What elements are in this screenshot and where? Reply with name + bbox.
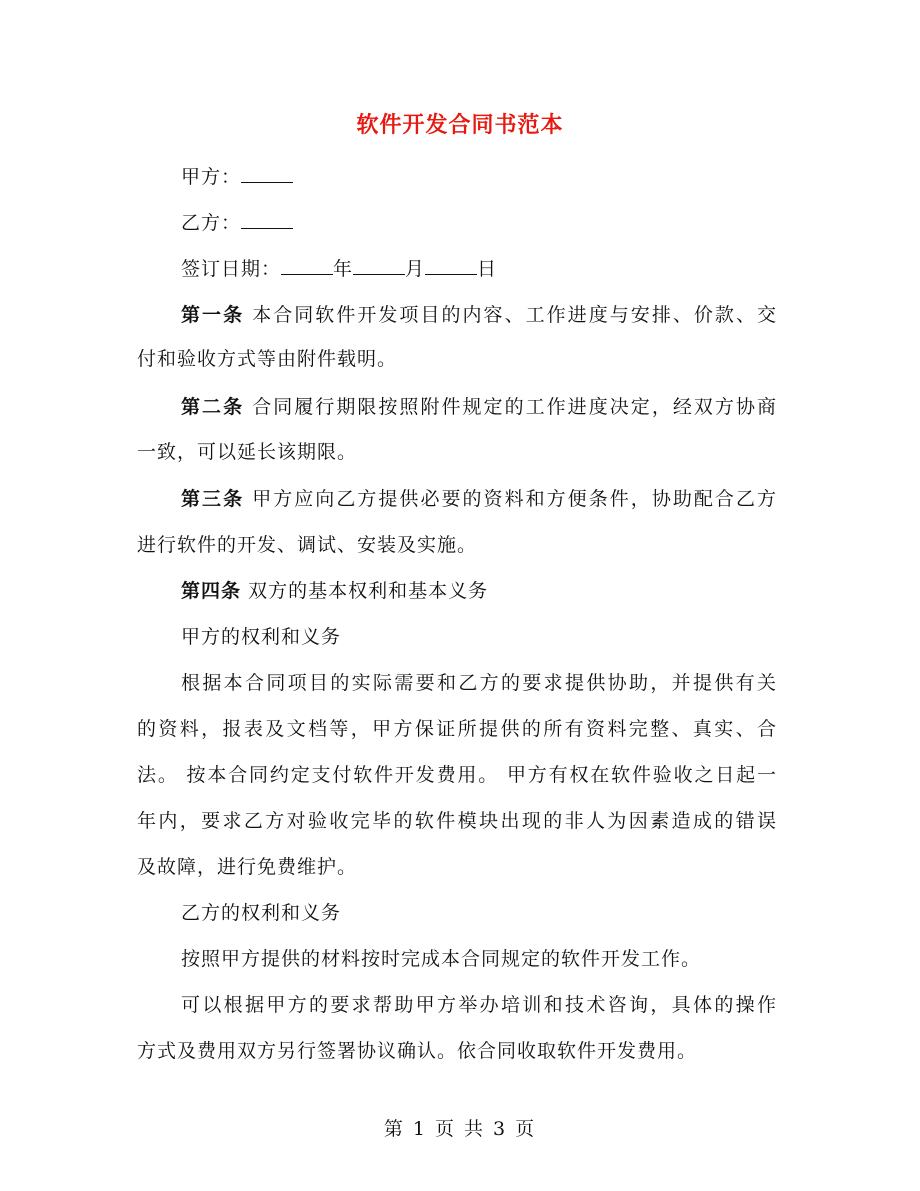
party-a-rights-line-2: 的资料，报表及文档等，甲方保证所提供的所有资料完整、真实、合	[137, 718, 777, 740]
article-1-line-2: 付和验收方式等由附件载明。	[137, 348, 398, 370]
day-label: 日	[477, 258, 498, 280]
party-a-rights-line-5: 及故障，进行免费维护。	[137, 856, 358, 878]
month-blank	[353, 273, 405, 275]
party-b-line	[181, 208, 821, 235]
article-2-line-2: 一致，可以延长该期限。	[137, 441, 358, 463]
party-a-rights-line-3: 法。 按本合同约定支付软件开发费用。 甲方有权在软件验收之日起一	[137, 764, 777, 786]
party-b-label: 乙方：	[181, 212, 242, 234]
document-title: 软件开发合同书范本	[356, 112, 564, 138]
party-a-rights-line-1: 根据本合同项目的实际需要和乙方的要求提供协助，并提供有关	[181, 672, 777, 694]
article-1-heading: 第一条	[181, 304, 245, 326]
party-a-label: 甲方：	[181, 166, 242, 188]
article-3-text-1: 甲方应向乙方提供必要的资料和方便条件，协助配合乙方	[252, 488, 777, 510]
party-b-rights-p2-line-2: 方式及费用双方另行签署协议确认。依合同收取软件开发费用。	[137, 1040, 698, 1062]
year-blank	[281, 273, 333, 275]
article-2-text-1: 合同履行期限按照附件规定的工作进度决定，经双方协商	[252, 396, 777, 418]
party-b-rights-p1: 按照甲方提供的材料按时完成本合同规定的软件开发工作。	[181, 948, 702, 970]
signing-date-line	[181, 254, 821, 281]
article-2-line-1	[181, 392, 777, 419]
party-b-rights-heading: 乙方的权利和义务	[181, 902, 342, 924]
article-3-line-2: 进行软件的开发、调试、安装及实施。	[137, 534, 478, 556]
article-1-line-1	[181, 300, 777, 327]
article-4-text: 双方的基本权利和基本义务	[248, 580, 489, 602]
year-label: 年	[333, 258, 354, 280]
month-label: 月	[405, 258, 426, 280]
article-3-line-1	[181, 484, 777, 511]
article-1-text-1: 本合同软件开发项目的内容、工作进度与安排、价款、交	[252, 304, 777, 326]
party-a-rights-heading: 甲方的权利和义务	[181, 626, 342, 648]
article-2-heading: 第二条	[181, 396, 245, 418]
party-b-blank	[241, 227, 293, 229]
article-3-heading: 第三条	[181, 488, 245, 510]
article-4-heading: 第四条	[181, 580, 242, 602]
party-a-line	[181, 162, 821, 189]
party-a-blank	[241, 181, 293, 183]
day-blank	[425, 273, 477, 275]
article-4-line	[181, 576, 821, 603]
page-footer: 第 1 页 共 3 页	[383, 1118, 537, 1140]
signing-date-label: 签订日期：	[181, 258, 282, 280]
party-a-rights-line-4: 年内，要求乙方对验收完毕的软件模块出现的非人为因素造成的错误	[137, 810, 777, 832]
party-b-rights-p2-line-1: 可以根据甲方的要求帮助甲方举办培训和技术咨询，具体的操作	[181, 994, 777, 1016]
